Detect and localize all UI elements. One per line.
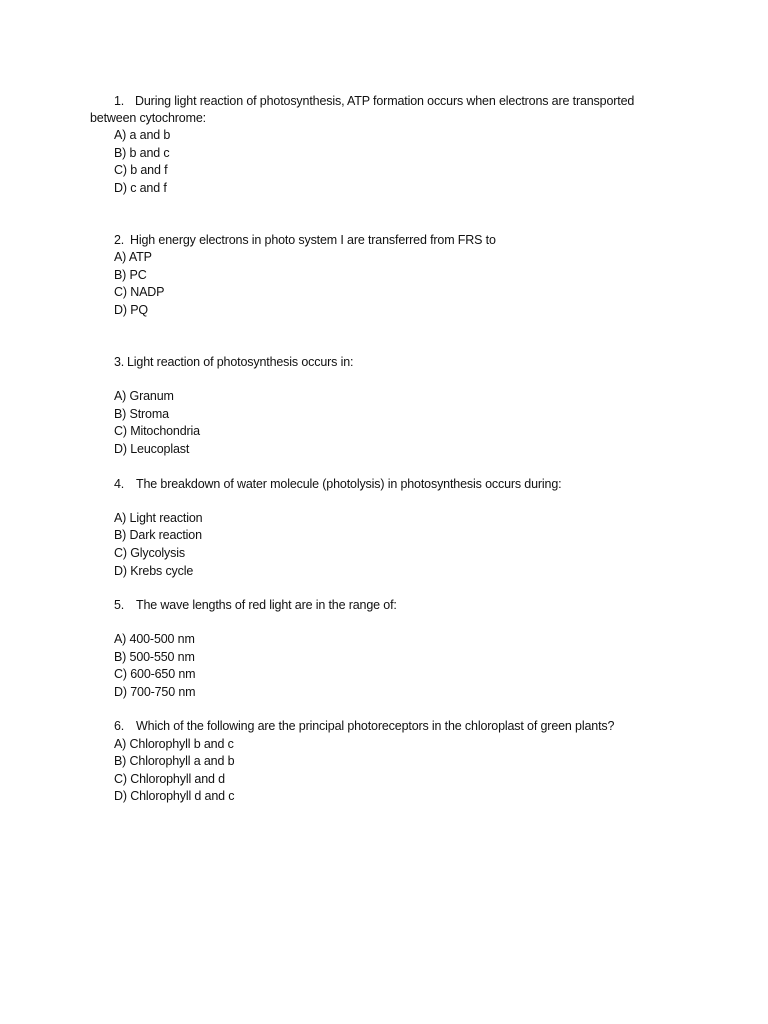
question-4-option-a: A) Light reaction	[114, 511, 203, 525]
question-5-option-c: C) 600-650 nm	[114, 667, 196, 681]
question-1-number: 1.	[114, 94, 125, 108]
question-5-option-b: B) 500-550 nm	[114, 650, 195, 664]
question-3-option-c: C) Mitochondria	[114, 424, 200, 438]
question-4-option-c: C) Glycolysis	[114, 546, 185, 560]
question-2-stem: 2. High energy electrons in photo system I are transferred from FRS to	[114, 232, 496, 249]
question-2-option-d: D) PQ	[114, 303, 148, 317]
question-3-option-a: A) Granum	[114, 389, 174, 403]
question-3-number: 3.	[114, 355, 125, 369]
question-5-option-d: D) 700-750 nm	[114, 685, 196, 699]
question-6-option-b: B) Chlorophyll a and b	[114, 754, 235, 768]
question-4-stem: 4. The breakdown of water molecule (photolysis) in photosynthesis occurs during:	[114, 476, 561, 493]
question-2-number: 2.	[114, 233, 125, 247]
question-1-option-a: A) a and b	[114, 128, 171, 142]
question-6-number: 6.	[114, 719, 125, 733]
question-1-stem-line1: 1. During light reaction of photosynthesis, ATP formation occurs when electrons are transported	[114, 93, 634, 110]
question-1-option-c: C) b and f	[114, 163, 168, 177]
question-4-option-b: B) Dark reaction	[114, 528, 202, 542]
question-3-option-b: B) Stroma	[114, 407, 169, 421]
question-2-option-b: B) PC	[114, 268, 147, 282]
question-2-option-c: C) NADP	[114, 285, 165, 299]
question-5-stem: 5. The wave lengths of red light are in the range of:	[114, 597, 397, 614]
question-6-option-c: C) Chlorophyll and d	[114, 772, 225, 786]
question-6-option-a: A) Chlorophyll b and c	[114, 737, 234, 751]
question-6-stem: 6. Which of the following are the principal photoreceptors in the chloroplast of green plants?	[114, 718, 614, 735]
question-3-option-d: D) Leucoplast	[114, 442, 190, 456]
question-3-stem: 3. Light reaction of photosynthesis occurs in:	[114, 354, 353, 371]
question-5-number: 5.	[114, 598, 125, 612]
question-1-option-b: B) b and c	[114, 146, 170, 160]
question-6-option-d: D) Chlorophyll d and c	[114, 789, 235, 803]
question-5-option-a: A) 400-500 nm	[114, 632, 195, 646]
question-4-number: 4.	[114, 477, 125, 491]
question-4-option-d: D) Krebs cycle	[114, 564, 194, 578]
question-1-option-d: D) c and f	[114, 181, 167, 195]
question-1-stem-line2: between cytochrome:	[90, 111, 206, 125]
question-2-option-a: A) ATP	[114, 250, 152, 264]
